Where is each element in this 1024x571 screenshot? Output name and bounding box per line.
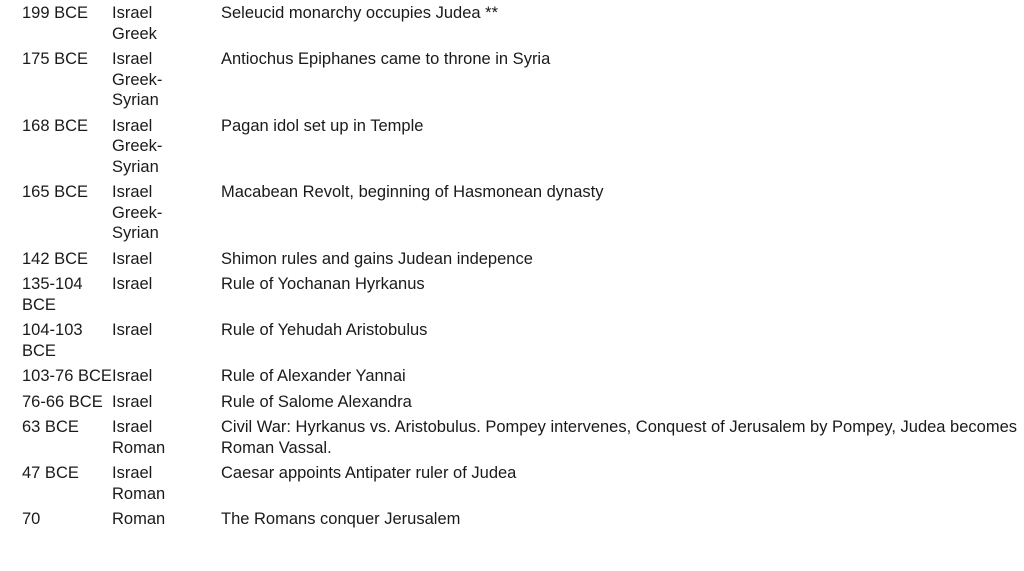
- region-cell: [112, 366, 221, 387]
- table-row: [22, 49, 1017, 116]
- event-cell: Rule of Salome Alexandra: [221, 392, 412, 411]
- region-line: Roman: [112, 510, 166, 528]
- region-line: Israel: [112, 321, 153, 339]
- table-row: [22, 463, 1017, 509]
- region-cell: [112, 320, 221, 341]
- date-cell: 70: [22, 510, 41, 528]
- event-cell: Macabean Revolt, beginning of Hasmonean dynasty: [221, 183, 604, 201]
- region-cell: [112, 249, 221, 270]
- region-line: Israel: [112, 50, 153, 68]
- region-cell: [112, 417, 221, 458]
- timeline-table: [22, 3, 1017, 535]
- region-cell: [112, 116, 221, 178]
- region-line: Syrian: [112, 224, 159, 242]
- table-row: [22, 320, 1017, 366]
- event-cell: Seleucid monarchy occupies Judea **: [221, 4, 498, 22]
- region-line: Greek-: [112, 70, 163, 89]
- region-line: Greek: [112, 24, 157, 43]
- event-cell: The Romans conquer Jerusalem: [221, 510, 461, 528]
- region-line: Roman: [112, 438, 166, 457]
- table-row: [22, 509, 1017, 535]
- table-row: [22, 182, 1017, 249]
- date-cell: 175 BCE: [22, 50, 89, 68]
- table-row: [22, 249, 1017, 275]
- date-cell: 47 BCE: [22, 464, 79, 482]
- region-line: Israel: [112, 183, 153, 201]
- region-cell: [112, 49, 221, 111]
- region-line: Israel: [112, 4, 153, 22]
- table-row: [22, 392, 1017, 418]
- table-row: [22, 417, 1017, 463]
- event-cell: Rule of Alexander Yannai: [221, 367, 406, 385]
- event-cell: Rule of Yehudah Aristobulus: [221, 321, 428, 339]
- table-row: [22, 116, 1017, 183]
- event-cell: Antiochus Epiphanes came to throne in Syria: [221, 50, 551, 68]
- date-cell: 135-104 BCE: [22, 275, 83, 314]
- region-line: Israel: [112, 249, 153, 268]
- region-line: Israel: [112, 392, 153, 411]
- region-line: Israel: [112, 418, 153, 436]
- date-cell: 168 BCE: [22, 116, 89, 135]
- region-cell: [112, 392, 221, 413]
- region-line: Israel: [112, 464, 153, 482]
- table-row: [22, 3, 1017, 49]
- region-line: Greek-: [112, 203, 163, 222]
- date-cell: 103-76 BCE: [22, 367, 112, 385]
- table-row: [22, 366, 1017, 392]
- region-cell: [112, 509, 221, 530]
- region-line: Syrian: [112, 157, 159, 176]
- date-cell: 76-66 BCE: [22, 392, 103, 411]
- region-line: Syrian: [112, 91, 159, 109]
- region-cell: [112, 463, 221, 504]
- date-cell: 104-103 BCE: [22, 321, 83, 360]
- region-cell: [112, 3, 221, 44]
- table-row: [22, 274, 1017, 320]
- region-cell: [112, 182, 221, 244]
- date-cell: 165 BCE: [22, 183, 89, 201]
- event-cell: Pagan idol set up in Temple: [221, 116, 424, 135]
- event-cell: Rule of Yochanan Hyrkanus: [221, 275, 425, 293]
- region-line: Israel: [112, 275, 153, 293]
- region-cell: [112, 274, 221, 295]
- date-cell: 199 BCE: [22, 4, 89, 22]
- date-cell: 63 BCE: [22, 418, 79, 436]
- event-cell: Caesar appoints Antipater ruler of Judea: [221, 464, 517, 482]
- event-cell: Civil War: Hyrkanus vs. Aristobulus. Pompey intervenes, Conquest of Jerusalem by Pompey, Judea becomes Roman Vassal.: [221, 418, 1018, 457]
- region-line: Israel: [112, 116, 153, 135]
- region-line: Roman: [112, 484, 166, 503]
- region-line: Israel: [112, 367, 153, 385]
- date-cell: 142 BCE: [22, 249, 89, 268]
- region-line: Greek-: [112, 137, 163, 155]
- event-cell: Shimon rules and gains Judean indepence: [221, 249, 533, 268]
